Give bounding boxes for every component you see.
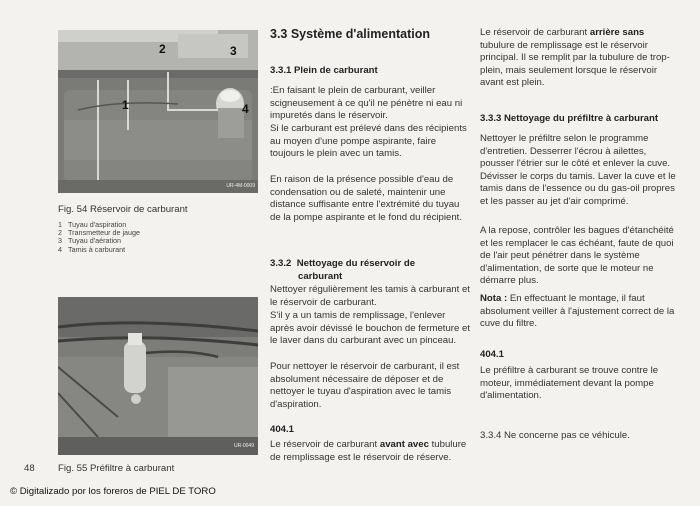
scan-credit: © Digitalizado por los foreros de PIEL DE TORO	[10, 486, 216, 497]
callout-1: 1	[122, 98, 129, 112]
paragraph: Si le carburant est prélevé dans des récipients au moyen d'une pompe aspirante, faire toujours le plein avec un tamis.	[270, 123, 467, 160]
figure-54-photo	[58, 30, 258, 193]
paragraph: :En faisant le plein de carburant, veiller scigneusement à ce qu'il ne pénètre ni eau ni impuretés dans le réservoir.	[270, 85, 463, 122]
paragraph: 3.3.4 Ne concerne pas ce véhicule.	[480, 430, 630, 441]
paragraph: Pour nettoyer le réservoir de carburant, il est absolument nécessaire de déposer et de nettoyer le tuyau d'aspiration avec le tamis d'aspiration.	[270, 361, 460, 410]
paragraph: A la repose, contrôler les bagues d'étanchéité et les remplacer le cas échéant, faute de quoi de l'air peut pénétrer dans le système d'alimentation, de sorte que le moteur ne démarre plus.	[480, 225, 674, 287]
model-number: 404.1	[270, 424, 295, 435]
figure-54-caption: Fig. 54 Réservoir de carburant	[58, 204, 188, 215]
legend-item: 2 Transmetteur de jauge	[58, 228, 141, 238]
legend-item: 1 Tuyau d'aspiration	[58, 220, 127, 229]
figure-55-caption: Fig. 55 Préfiltre à carburant	[58, 463, 175, 474]
subsection-title: 3.3.1 Plein de carburant	[270, 65, 378, 76]
callout-3: 3	[230, 44, 237, 58]
subsection-title: 3.3.3 Nettoyage du préfiltre à carburant	[480, 113, 659, 124]
figure-code: UR-0049	[233, 443, 254, 449]
note-paragraph: Nota : En effectuant le montage, il faut absolument veiller à l'ajustement correct de la cuve du filtre.	[480, 293, 675, 330]
paragraph: En raison de la présence possible d'eau de condensation ou de saleté, maintenir une distance suffisante entre l'extrémité du tuyau de la pompe aspirante et le fond du récipient.	[270, 174, 463, 223]
figure-55-photo	[58, 297, 258, 455]
legend-item: 3 Tuyau d'aération	[58, 236, 122, 246]
paragraph: Le réservoir de carburant arrière sans tubulure de remplissage est le réservoir principal. Il se remplit par la tubulure de trop-plein, mais seulement lorsque le réservoir avant est plein.	[480, 27, 670, 89]
subsection-title: 3.3.2 Nettoyage du réservoir de carburant	[270, 258, 416, 282]
page-number: 48	[24, 463, 35, 474]
section-title: 3.3 Système d'alimentation	[270, 27, 430, 41]
paragraph: Le réservoir de carburant avant avec tubulure de remplissage est le réservoir de réserve.	[270, 439, 467, 463]
paragraph: S'il y a un tamis de remplissage, l'enlever après avoir dévissé le bouchon de fermeture et le laver dans du carburant avec un pinceau.	[270, 310, 470, 347]
model-number: 404.1	[480, 349, 505, 360]
figure-54-legend	[58, 221, 238, 254]
legend-item: 4 Tamis à carburant	[58, 244, 126, 254]
paragraph: Le préfiltre à carburant se trouve contre le moteur, immédiatement devant la pompe d'alimentation.	[480, 365, 659, 402]
paragraph: Nettoyer le préfiltre selon le programme d'entretien. Desserrer l'écrou à ailettes, pousser l'étrier sur le côté et enlever la cuve. Dévisser le corps du tamis. Laver la cuve et le tamis dans de l'essence ou du gas-oil propres et les passer au jet d'air comprimé.	[480, 133, 676, 207]
paragraph: Nettoyer régulièrement les tamis à carburant et le réservoir de carburant.	[270, 284, 470, 308]
callout-2: 2	[159, 42, 166, 56]
figure-code: UR-4M-0009	[226, 183, 255, 189]
callout-4: 4	[242, 102, 249, 116]
